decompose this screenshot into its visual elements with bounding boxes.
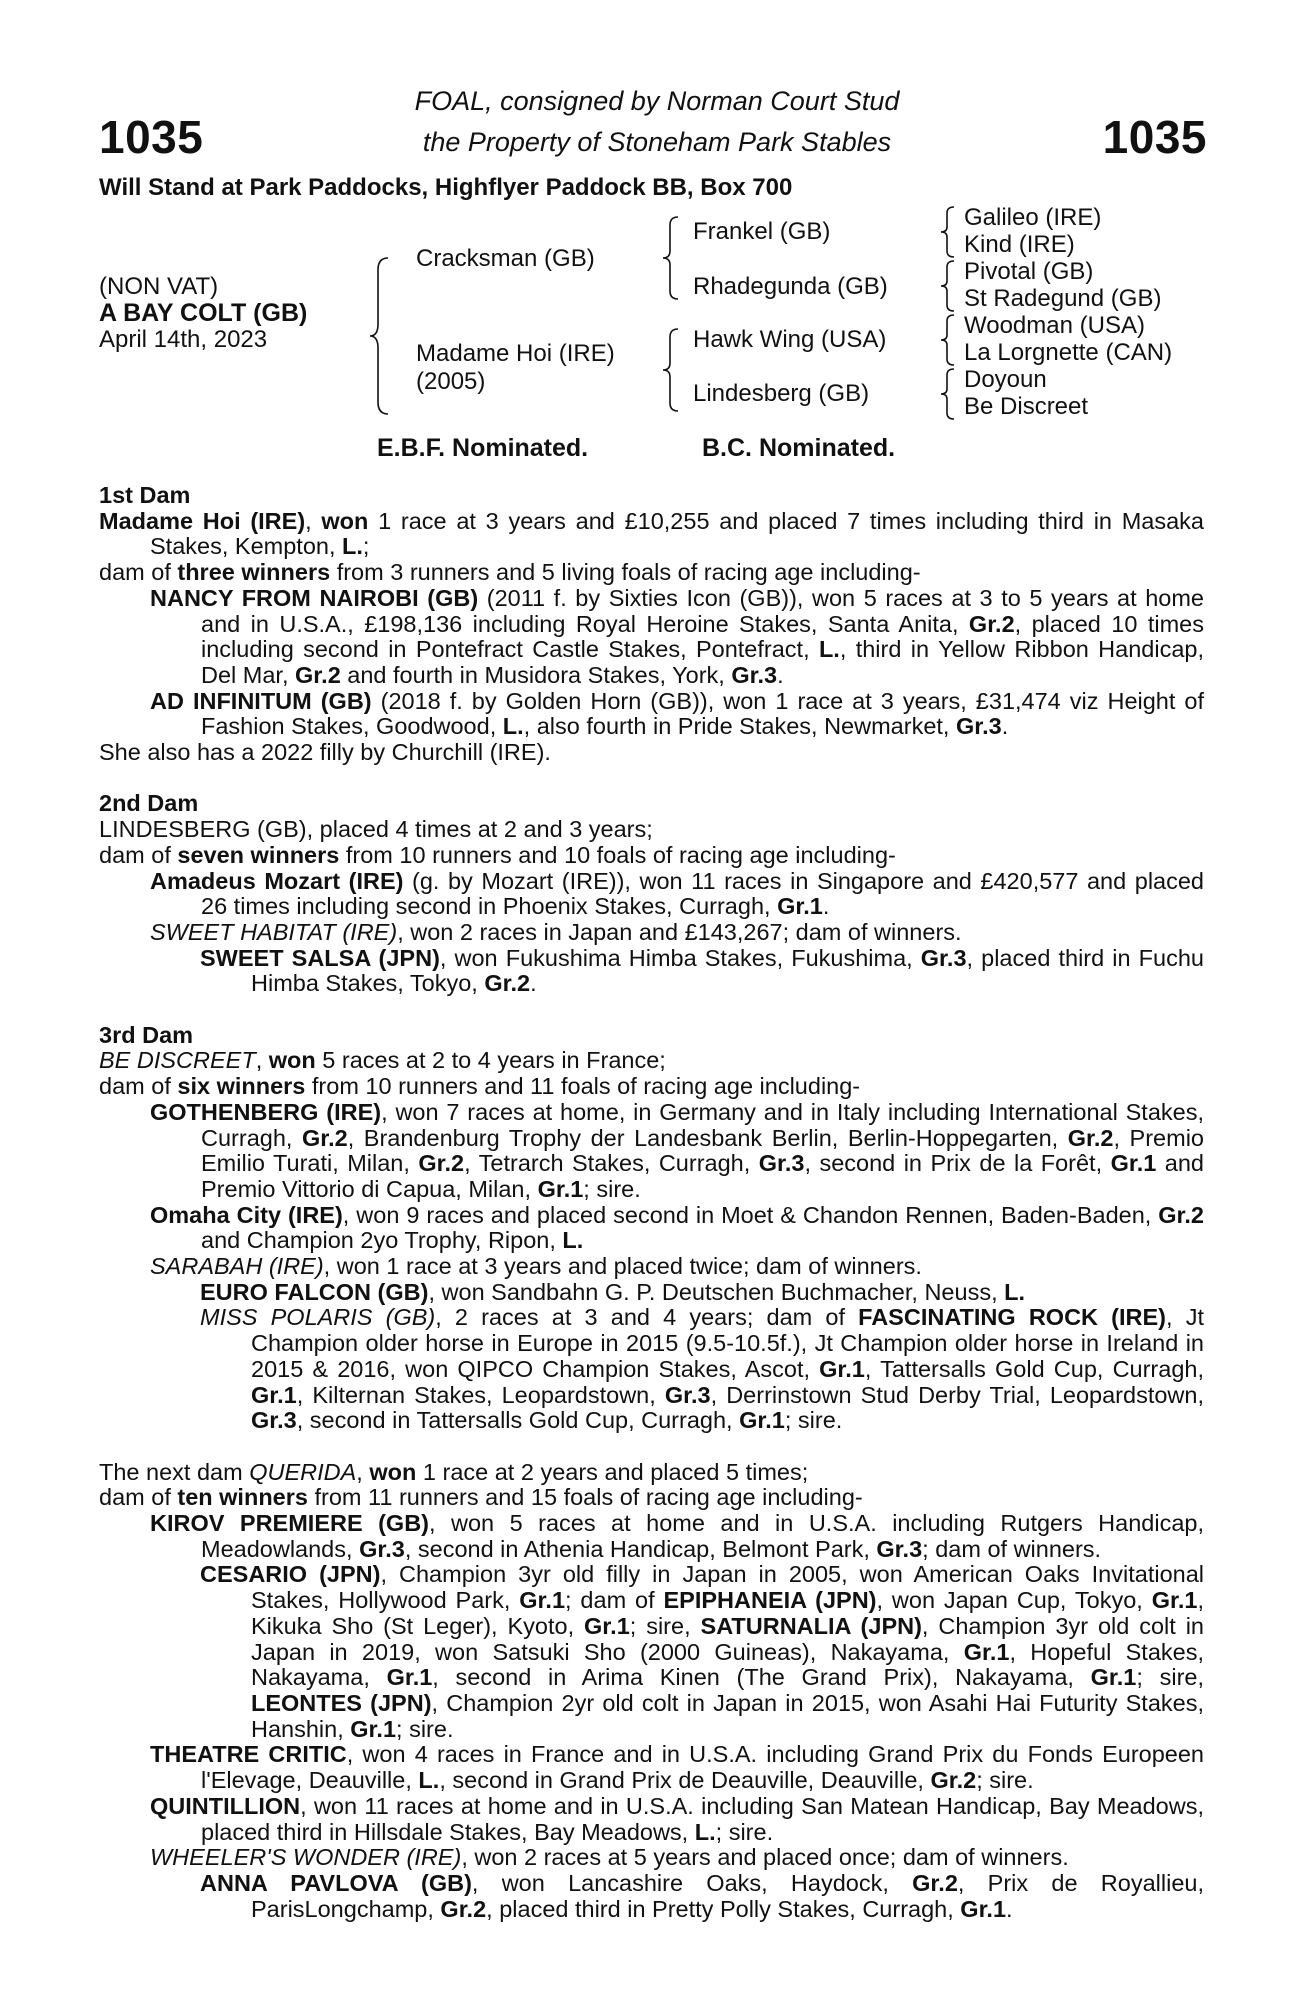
gen3-5: Woodman (USA)	[964, 312, 1145, 339]
produce-wheelers-wonder: WHEELER'S WONDER (IRE), won 2 races at 5 years and placed once; dam of winners.	[150, 1844, 1069, 1871]
produce-gothenberg: GOTHENBERG (IRE), won 7 races at home, in Germany and in Italy including International Stakes, Curragh, Gr.2, Brandenburg Trophy der Landesbank Berlin, Berlin-Hoppegarten, Gr.2, Premio Emilio Turati, Milan, Gr.2, Tetrarch Stakes, Curragh, Gr.3, second in Prix de la Forêt, Gr.1 and Premio Vittorio di Capua, Milan, Gr.1; sire.	[150, 1098, 1205, 1202]
produce-kirov-premiere: KIROV PREMIERE (GB), won 5 races at home and in U.S.A. including Rutgers Handicap, Meadowlands, Gr.3, second in Athenia Handicap, Belmont Park, Gr.3; dam of winners.	[150, 1510, 1204, 1562]
produce-record	[99, 483, 1204, 1922]
third-dam-heading: 3rd Dam	[99, 1021, 194, 1048]
produce-amadeus-mozart: Amadeus Mozart (IRE) (g. by Mozart (IRE)), won 11 races in Singapore and £420,577 and placed 26 times including second in Phoenix Stakes, Curragh, Gr.1.	[150, 867, 1204, 920]
produce-omaha-city: Omaha City (IRE), won 9 races and placed second in Moet & Chandon Rennen, Baden-Baden, Gr.2 and Champion 2yo Trophy, Ripon, L.	[150, 1201, 1204, 1254]
sire-dam-name: Rhadegunda (GB)	[693, 273, 888, 300]
dam-sire-name: Hawk Wing (USA)	[693, 326, 887, 353]
pedigree-brace-g78	[939, 367, 957, 421]
sire-sire-name: Frankel (GB)	[693, 218, 831, 245]
pedigree-brace-g12	[939, 205, 957, 259]
dam-name: Madame Hoi (IRE)	[416, 340, 615, 367]
sire-name: Cracksman (GB)	[416, 245, 595, 272]
produce-quintillion: QUINTILLION, won 11 races at home and in U.S.A. including San Matean Handicap, Bay Meadows, placed third in Hillsdale Stakes, Bay Meadows, L.; sire.	[150, 1792, 1204, 1845]
produce-sarabah: SARABAH (IRE), won 1 race at 3 years and placed twice; dam of winners.	[150, 1253, 922, 1280]
produce-ad-infinitum: AD INFINITUM (GB) (2018 f. by Golden Horn (GB)), won 1 race at 3 years, £31,474 viz Height of Fashion Stakes, Goodwood, L., also fourth in Pride Stakes, Newmarket, Gr.3.	[150, 687, 1204, 740]
gen3-4: St Radegund (GB)	[964, 285, 1162, 312]
vat-status: (NON VAT)	[99, 273, 219, 300]
second-dam-record: LINDESBERG (GB), placed 4 times at 2 and 3 years;	[99, 816, 653, 843]
ebf-nomination: E.B.F. Nominated.	[377, 434, 589, 462]
dam-dam-name: Lindesberg (GB)	[693, 380, 870, 407]
produce-anna-pavlova: ANNA PAVLOVA (GB), won Lancashire Oaks, Haydock, Gr.2, Prix de Royallieu, ParisLongchamp, Gr.2, placed third in Pretty Polly Stakes, Curragh, Gr.1.	[200, 1869, 1204, 1922]
consignor-line: FOAL, consigned by Norman Court Stud	[414, 86, 900, 116]
gen3-6: La Lorgnette (CAN)	[964, 339, 1173, 366]
next-dam-record: The next dam QUERIDA, won 1 race at 2 years and placed 5 times;	[99, 1458, 809, 1485]
pedigree-brace-dam	[661, 327, 681, 413]
produce-sweet-salsa: SWEET SALSA (JPN), won Fukushima Himba Stakes, Fukushima, Gr.3, placed third in Fuchu Himba Stakes, Tokyo, Gr.2.	[200, 944, 1204, 997]
pedigree-brace-main	[368, 256, 392, 416]
produce-miss-polaris: MISS POLARIS (GB), 2 races at 3 and 4 years; dam of FASCINATING ROCK (IRE), Jt Champion older horse in Europe in 2015 (9.5-10.5f.), Jt Champion older horse in Ireland in 2015 & 2016, won QIPCO Champion Stakes, Ascot, Gr.1, Tattersalls Gold Cup, Curragh, Gr.1, Kilternan Stakes, Leopardstown, Gr.3, Derrinstown Stud Derby Trial, Leopardstown, Gr.3, second in Tattersalls Gold Cup, Curragh, Gr.1; sire.	[200, 1304, 1204, 1434]
produce-cesario: CESARIO (JPN), Champion 3yr old filly in Japan in 2005, won American Oaks Invitational Stakes, Hollywood Park, Gr.1; dam of EPIPHANEIA (JPN), won Japan Cup, Tokyo, Gr.1, Kikuka Sho (St Leger), Kyoto, Gr.1; sire, SATURNALIA (JPN), Champion 3yr old colt in Japan in 2019, won Satsuki Sho (2000 Guineas), Nakayama, Gr.1, Hopeful Stakes, Nakayama, Gr.1, second in Arima Kinen (The Grand Prix), Nakayama, Gr.1; sire, LEONTES (JPN), Champion 2yr old colt in Japan in 2015, won Asahi Hai Futurity Stakes, Hanshin, Gr.1; sire.	[200, 1561, 1205, 1742]
third-dam-record: BE DISCREET, won 5 races at 2 to 4 years in France;	[99, 1047, 666, 1074]
produce-theatre-critic: THEATRE CRITIC, won 4 races in France and in U.S.A. including Grand Prix du Fonds Europeen l'Elevage, Deauville, L., second in Grand Prix de Deauville, Deauville, Gr.2; sire.	[150, 1741, 1204, 1794]
produce-sweet-habitat: SWEET HABITAT (IRE), won 2 races in Japan and £143,267; dam of winners.	[150, 918, 962, 945]
produce-euro-falcon: EURO FALCON (GB), won Sandbahn G. P. Deutschen Buchmacher, Neuss, L.	[200, 1278, 1026, 1305]
foaling-date: April 14th, 2023	[99, 326, 268, 353]
pedigree-brace-g56	[939, 313, 957, 367]
first-dam-record: Madame Hoi (IRE), won 1 race at 3 years and £10,255 and placed 7 times including third in Masaka Stakes, Kempton, L.;	[99, 507, 1204, 560]
bc-nomination: B.C. Nominated.	[702, 434, 896, 462]
lot-number-left: 1035	[99, 111, 204, 163]
second-dam-produce-summary: dam of seven winners from 10 runners and 10 foals of racing age including-	[99, 841, 896, 868]
standing-location: Will Stand at Park Paddocks, Highflyer Paddock BB, Box 700	[99, 174, 793, 201]
dam-year: (2005)	[416, 368, 486, 395]
gen3-2: Kind (IRE)	[964, 231, 1075, 258]
produce-2022-filly: She also has a 2022 filly by Churchill (IRE).	[99, 739, 551, 766]
produce-nancy-from-nairobi: NANCY FROM NAIROBI (GB) (2011 f. by Sixties Icon (GB)), won 5 races at 3 to 5 years at home and in U.S.A., £198,136 including Royal Heroine Stakes, Santa Anita, Gr.2, placed 10 times including second in Pontefract Castle Stakes, Pontefract, L., third in Yellow Ribbon Handicap, Del Mar, Gr.2 and fourth in Musidora Stakes, York, Gr.3.	[150, 584, 1205, 688]
first-dam-produce-summary: dam of three winners from 3 runners and 5 living foals of racing age including-	[99, 559, 921, 586]
horse-name: A BAY COLT (GB)	[99, 299, 308, 327]
gen3-1: Galileo (IRE)	[964, 204, 1102, 231]
gen3-7: Doyoun	[964, 366, 1047, 393]
lot-number-right: 1035	[1102, 111, 1207, 163]
second-dam-heading: 2nd Dam	[99, 790, 199, 817]
third-dam-produce-summary: dam of six winners from 10 runners and 11 foals of racing age including-	[99, 1073, 861, 1100]
property-line: the Property of Stoneham Park Stables	[422, 127, 892, 157]
pedigree-brace-g34	[939, 259, 957, 313]
pedigree-brace-sire	[661, 215, 681, 301]
gen3-3: Pivotal (GB)	[964, 258, 1094, 285]
next-dam-produce-summary: dam of ten winners from 11 runners and 15 foals of racing age including-	[99, 1484, 863, 1511]
gen3-8: Be Discreet	[964, 393, 1089, 420]
first-dam-heading: 1st Dam	[99, 482, 191, 508]
